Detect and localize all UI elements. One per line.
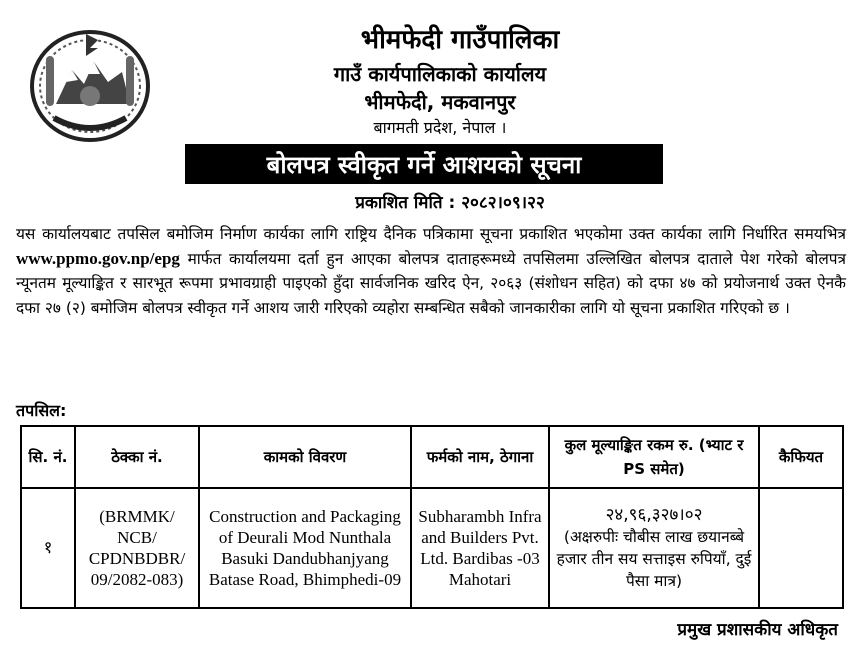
notice-title: बोलपत्र स्वीकृत गर्ने आशयको सूचना xyxy=(185,144,663,184)
table-header-row xyxy=(21,426,843,488)
row-sn: १ xyxy=(21,488,75,608)
row-amount: २४,९६,३२७।०२ xyxy=(605,504,703,525)
notice-body xyxy=(16,222,846,320)
published-date: प्रकाशित मिति : २०८२।०९।२२ xyxy=(355,193,545,213)
header-contract-no: ठेक्का नं. xyxy=(75,426,199,488)
header-remarks: कैफियत xyxy=(759,426,843,488)
tapasil-label: तपसिल: xyxy=(16,401,67,420)
row-remarks xyxy=(759,488,843,608)
table-row xyxy=(21,488,843,608)
row-amount-cell xyxy=(549,488,759,608)
header-amount: कुल मूल्याङ्कित रकम रु. (भ्याट र PS समेत) xyxy=(549,426,759,488)
row-description: Construction and Packaging of Deurali Mod Nunthala Basuki Dandubhanjyang Batase Road, Bhimphedi-09 xyxy=(199,488,411,608)
header-description: कामको विवरण xyxy=(199,426,411,488)
notice-body-part1: यस कार्यालयबाट तपसिल बमोजिम निर्माण कार्यका लागि राष्ट्रिय दैनिक पत्रिकामा सूचना प्रकाशित भएकोमा उक्त कार्यका लागि निर्धारित समयभित्र xyxy=(16,225,846,243)
header-sn: सि. नं. xyxy=(21,426,75,488)
notice-body-part2: मार्फत कार्यालयमा दर्ता हुन आएका बोलपत्र दाताहरूमध्ये तपसिलमा उल्लिखित बोलपत्र दाताले पेश गरेको बोलपत्र न्यूनतम मूल्याङ्कित र सारभूत रूपमा प्रभावग्राही पाइएको हुँदा सार्वजनिक खरिद ऐन, २०६३ (संशोधन सहित) को दफा ४७ को प्रयोजनार्थ उक्त ऐनकै दफा २७ (२) बमोजिम बोलपत्र स्वीकृत गर्ने आशय जारी गरिएको व्यहोरा सम्बन्धित सबैको जानकारीका लागि यो सूचना प्रकाशित गरिएको छ । xyxy=(16,249,846,317)
epg-url: www.ppmo.gov.np/epg xyxy=(16,248,180,268)
office-location: भीमफेदी, मकवानपुर xyxy=(364,90,516,114)
row-amount-words: (अक्षरुपीः चौबीस लाख छयानब्बे हजार तीन सय सत्ताइस रुपियाँ, दुई पैसा मात्र) xyxy=(556,527,752,590)
contract-table xyxy=(20,425,844,609)
row-contract-no: (BRMMK/ NCB/ CPDNBDBR/ 09/2082-083) xyxy=(75,488,199,608)
header-firm: फर्मको नाम, ठेगाना xyxy=(411,426,549,488)
signatory-title: प्रमुख प्रशासकीय अधिकृत xyxy=(677,620,838,640)
row-firm: Subharambh Infra and Builders Pvt. Ltd. Bardibas -03 Mahotari xyxy=(411,488,549,608)
government-emblem-icon xyxy=(26,26,154,144)
municipality-name: भीमफेदी गाउँपालिका xyxy=(360,25,560,55)
province-line: बागमती प्रदेश, नेपाल । xyxy=(373,118,507,137)
office-name: गाउँ कार्यपालिकाको कार्यालय xyxy=(333,62,547,86)
